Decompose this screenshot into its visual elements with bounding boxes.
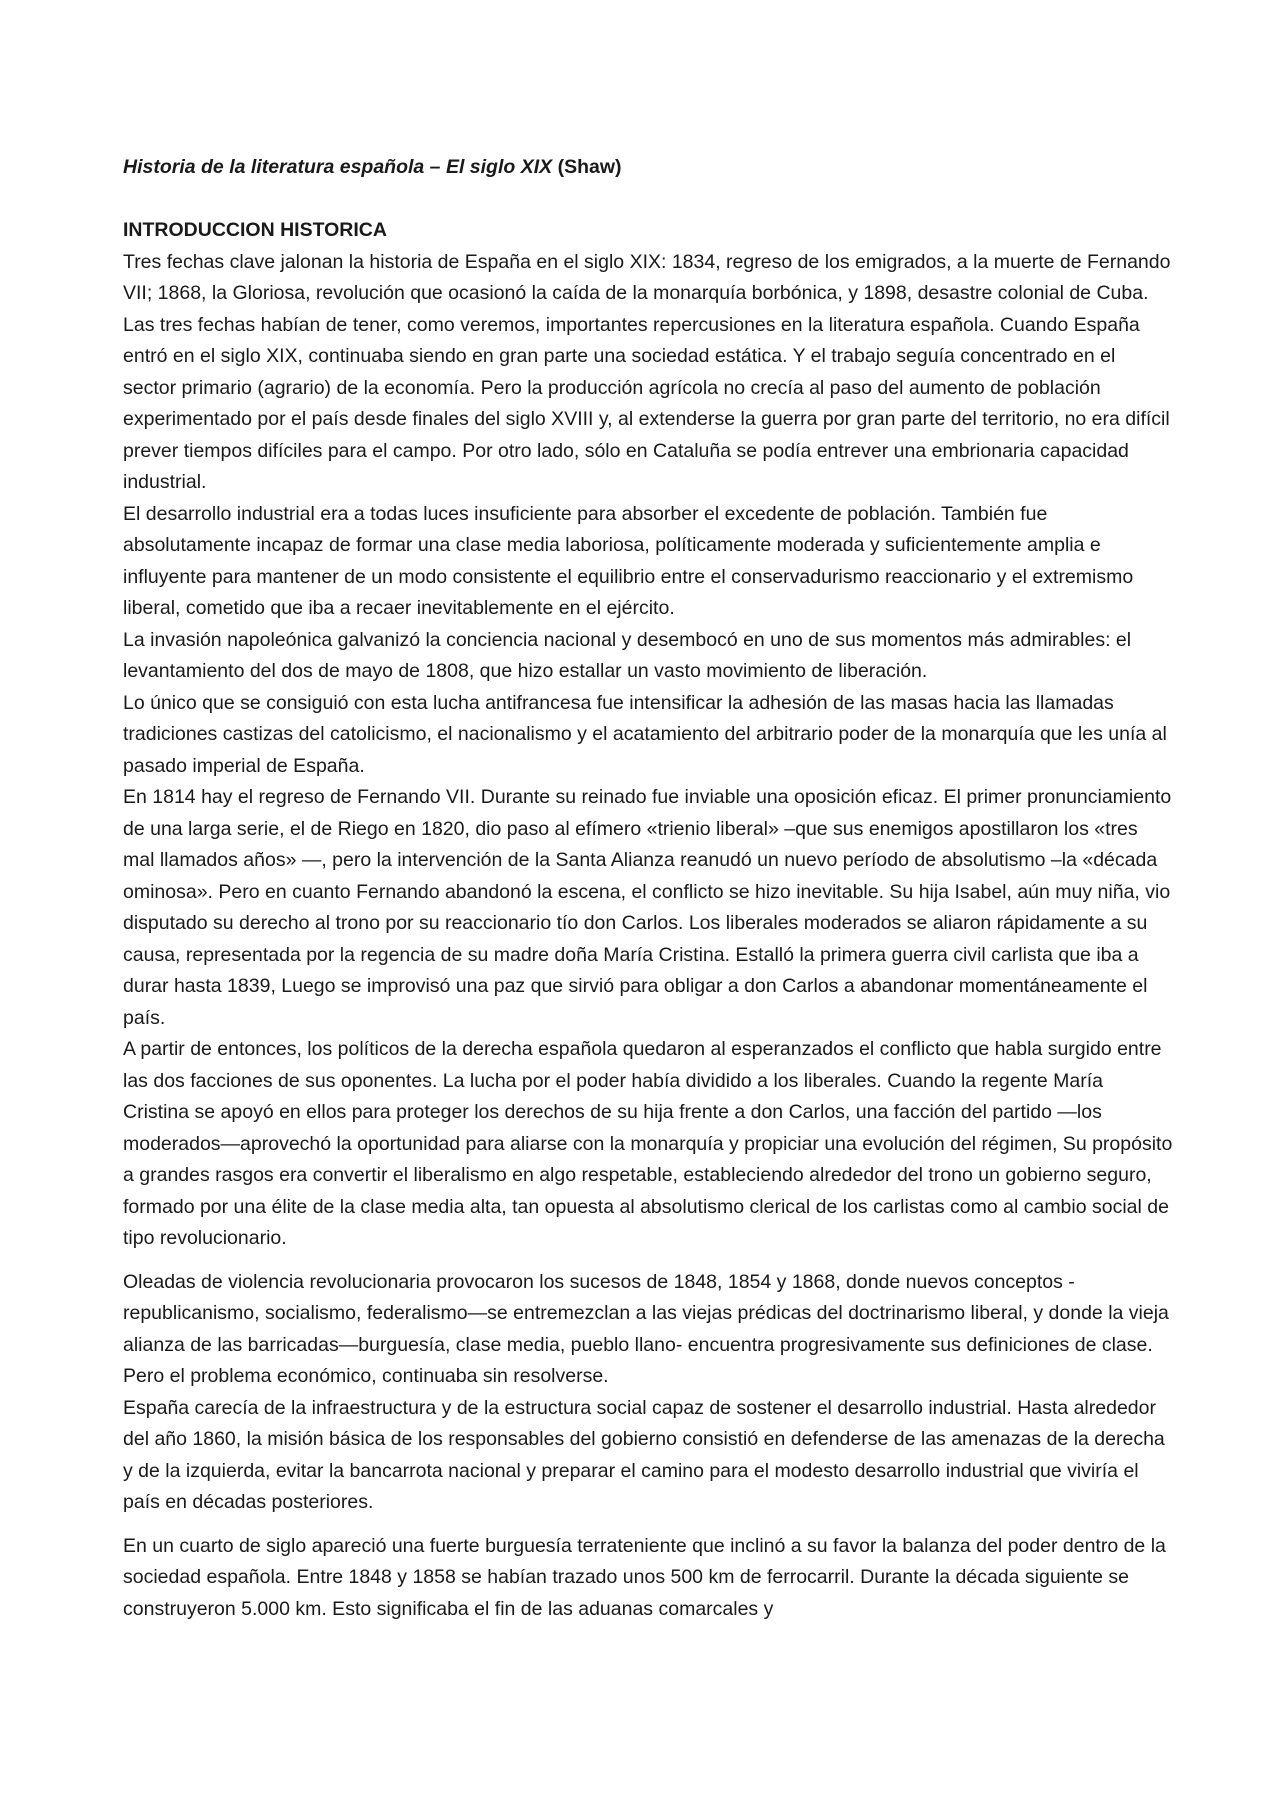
- paragraph-3: La invasión napoleónica galvanizó la conciencia nacional y desembocó en uno de sus momentos más admirables: el levantamiento del dos de mayo de 1808, que hizo estallar un vasto movimiento de liberación.: [123, 628, 1132, 682]
- document-title: [123, 152, 1173, 184]
- paragraph-10: En un cuarto de siglo apareció una fuerte burguesía terrateniente que inclinó a su favor la balanza del poder dentro de la sociedad española. Entre 1848 y 1858 se habían trazado unos 500 km de ferrocarril. Durante la década siguiente se construyeron 5.000 km. Esto significaba el fin de las aduanas comarcales y: [123, 1534, 1166, 1620]
- paragraph-2: El desarrollo industrial era a todas luces insuficiente para absorber el excedente de población. También fue absolutamente incapaz de formar una clase media laboriosa, políticamente moderada y suficientemente amplia e influyente para mantener de un modo consistente el equilibrio entre el conservadurismo reaccionario y el extremismo liberal, cometido que iba a recaer inevitablemente en el ejército.: [123, 502, 1134, 619]
- paragraph-5: En 1814 hay el regreso de Fernando VII. Durante su reinado fue inviable una oposición eficaz. El primer pronunciamiento de una larga serie, el de Riego en 1820, dio paso al efímero «trienio liberal» –que sus enemigos apostillaron los «tres mal llamados años» —, pero la intervención de la Santa Alianza reanudó un nuevo período de absolutismo –la «década ominosa». Pero en cuanto Fernando abandonó la escena, el conflicto se hizo inevitable. Su hija Isabel, aún muy niña, vio disputado su derecho al trono por su reaccionario tío don Carlos. Los liberales moderados se aliaron rápidamente a su causa, representada por la regencia de su madre doña María Cristina. Estalló la primera guerra civil carlista que iba a durar hasta 1839, Luego se improvisó una paz que sirvió para obligar a don Carlos a abandonar momentáneamente el país.: [123, 786, 1172, 1029]
- section-heading: INTRODUCCION HISTORICA: [123, 219, 387, 241]
- paragraph-9: España carecía de la infraestructura y de la estructura social capaz de sostener el desarrollo industrial. Hasta alrededor del año 1860, la misión básica de los responsables del gobierno consistió en defenderse de las amenazas de la derecha y de la izquierda, evitar la bancarrota nacional y preparar el camino para el modesto desarrollo industrial que viviría el país en décadas posteriores.: [123, 1396, 1165, 1513]
- paragraph-1: Tres fechas clave jalonan la historia de España en el siglo XIX: 1834, regreso de los emigrados, a la muerte de Fernando VII; 1868, la Gloriosa, revolución que ocasionó la caída de la monarquía borbónica, y 1898, desastre colonial de Cuba. Las tres fechas habían de tener, como veremos, importantes repercusiones en la literatura española. Cuando España entró en el siglo XIX, continuaba siendo en gran parte una sociedad estática. Y el trabajo seguía concentrado en el sector primario (agrario) de la economía. Pero la producción agrícola no crecía al paso del aumento de población experimentado por el país desde finales del siglo XVIII y, al extenderse la guerra por gran parte del territorio, no era difícil prever tiempos difíciles para el campo. Por otro lado, sólo en Cataluña se podía entrever una embrionaria capacidad industrial.: [123, 250, 1171, 493]
- document-title-italic: Historia de la literatura española – El siglo XIX: [123, 156, 553, 178]
- document-title-author: (Shaw): [552, 156, 622, 178]
- paragraph-8: Pero el problema económico, continuaba sin resolverse.: [123, 1365, 609, 1387]
- paragraph-6: A partir de entonces, los políticos de la derecha española quedaron al esperanzados el conflicto que habla surgido entre las dos facciones de sus oponentes. La lucha por el poder había dividido a los liberales. Cuando la regente María Cristina se apoyó en ellos para proteger los derechos de su hija frente a don Carlos, una facción del partido —los moderados—aprovechó la oportunidad para aliarse con la monarquía y propiciar una evolución del régimen, Su propósito a grandes rasgos era convertir el liberalismo en algo respetable, estableciendo alrededor del trono un gobierno seguro, formado por una élite de la clase media alta, tan opuesta al absolutismo clerical de los carlistas como al cambio social de tipo revolucionario.: [123, 1038, 1173, 1249]
- document-page: [123, 152, 1173, 1625]
- paragraph-4: Lo único que se consiguió con esta lucha antifrancesa fue intensificar la adhesión de las masas hacia las llamadas tradiciones castizas del catolicismo, el nacionalismo y el acatamiento del arbitrario poder de la monarquía que les unía al pasado imperial de España.: [123, 691, 1167, 777]
- paragraph-7: Oleadas de violencia revolucionaria provocaron los sucesos de 1848, 1854 y 1868, donde nuevos conceptos -republicanismo, socialismo, federalismo—se entremezclan a las viejas prédicas del doctrinarismo liberal, y donde la vieja alianza de las barricadas—burguesía, clase media, pueblo llano- encuentra progresivamente sus definiciones de clase.: [123, 1270, 1169, 1356]
